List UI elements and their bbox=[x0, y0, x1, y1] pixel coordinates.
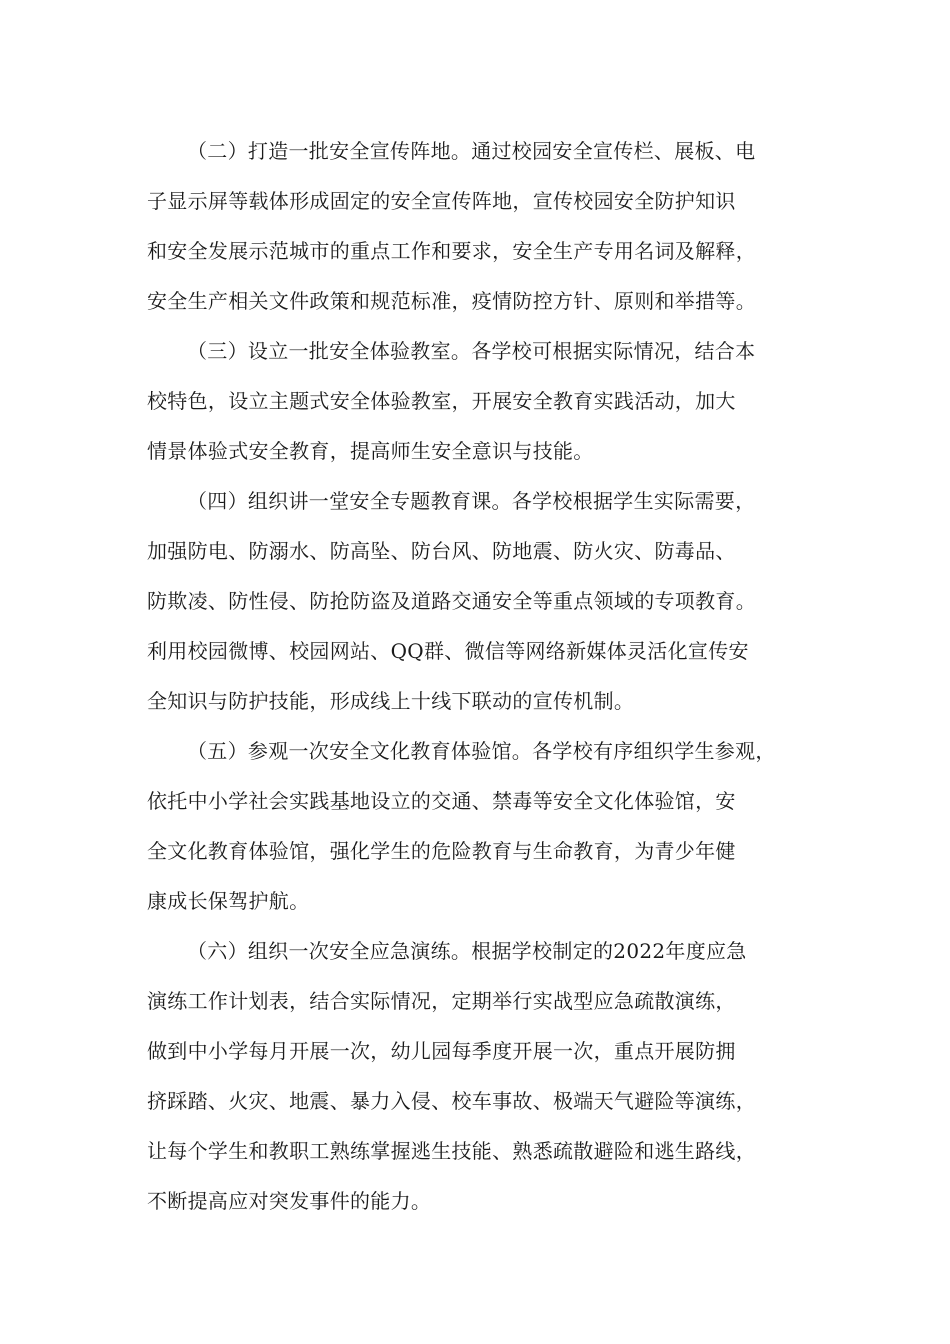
paragraph-4-line-1: （四）组织讲一堂安全专题教育课。各学校根据学生实际需要， bbox=[187, 489, 756, 513]
paragraph-6-line-3: 做到中小学每月开展一次，幼儿园每季度开展一次，重点开展防拥 bbox=[147, 1039, 736, 1063]
paragraph-5-line-2: 依托中小学社会实践基地设立的交通、禁毒等安全文化体验馆，安 bbox=[147, 789, 736, 813]
paragraph-3-line-3: 情景体验式安全教育，提高师生安全意识与技能。 bbox=[147, 439, 594, 463]
paragraph-2-line-1: （二）打造一批安全宣传阵地。通过校园安全宣传栏、展板、电 bbox=[187, 139, 756, 163]
paragraph-2-line-4: 安全生产相关文件政策和规范标准，疫情防控方针、原则和举措等。 bbox=[147, 289, 756, 313]
paragraph-3-line-2: 校特色，设立主题式安全体验教室，开展安全教育实践活动，加大 bbox=[147, 389, 736, 413]
paragraph-6-line-4: 挤踩踏、火灾、地震、暴力入侵、校车事故、极端天气避险等演练， bbox=[147, 1089, 756, 1113]
paragraph-5-line-1: （五）参观一次安全文化教育体验馆。各学校有序组织学生参观， bbox=[187, 739, 776, 763]
paragraph-4-line-2: 加强防电、防溺水、防高坠、防台风、防地震、防火灾、防毒品、 bbox=[147, 539, 736, 563]
paragraph-6-line-6: 不断提高应对突发事件的能力。 bbox=[147, 1189, 432, 1213]
paragraph-3-line-1: （三）设立一批安全体验教室。各学校可根据实际情况，结合本 bbox=[187, 339, 756, 363]
paragraph-2-line-3: 和安全发展示范城市的重点工作和要求，安全生产专用名词及解释， bbox=[147, 239, 756, 263]
paragraph-6-line-5: 让每个学生和教职工熟练掌握逃生技能、熟悉疏散避险和逃生路线， bbox=[147, 1139, 756, 1163]
paragraph-5-line-3: 全文化教育体验馆，强化学生的危险教育与生命教育，为青少年健 bbox=[147, 839, 736, 863]
paragraph-2-line-2: 子显示屏等载体形成固定的安全宣传阵地，宣传校园安全防护知识 bbox=[147, 189, 736, 213]
paragraph-4-line-4: 利用校园微博、校园网站、QQ群、微信等网络新媒体灵活化宣传安 bbox=[147, 639, 749, 663]
paragraph-4-line-3: 防欺凌、防性侵、防抢防盗及道路交通安全等重点领域的专项教育。 bbox=[147, 589, 756, 613]
paragraph-5-line-4: 康成长保驾护航。 bbox=[147, 889, 310, 913]
paragraph-6-line-2: 演练工作计划表，结合实际情况，定期举行实战型应急疏散演练， bbox=[147, 989, 736, 1013]
paragraph-4-line-5: 全知识与防护技能，形成线上十线下联动的宣传机制。 bbox=[147, 689, 635, 713]
paragraph-6-line-1: （六）组织一次安全应急演练。根据学校制定的2022年度应急 bbox=[187, 939, 747, 963]
